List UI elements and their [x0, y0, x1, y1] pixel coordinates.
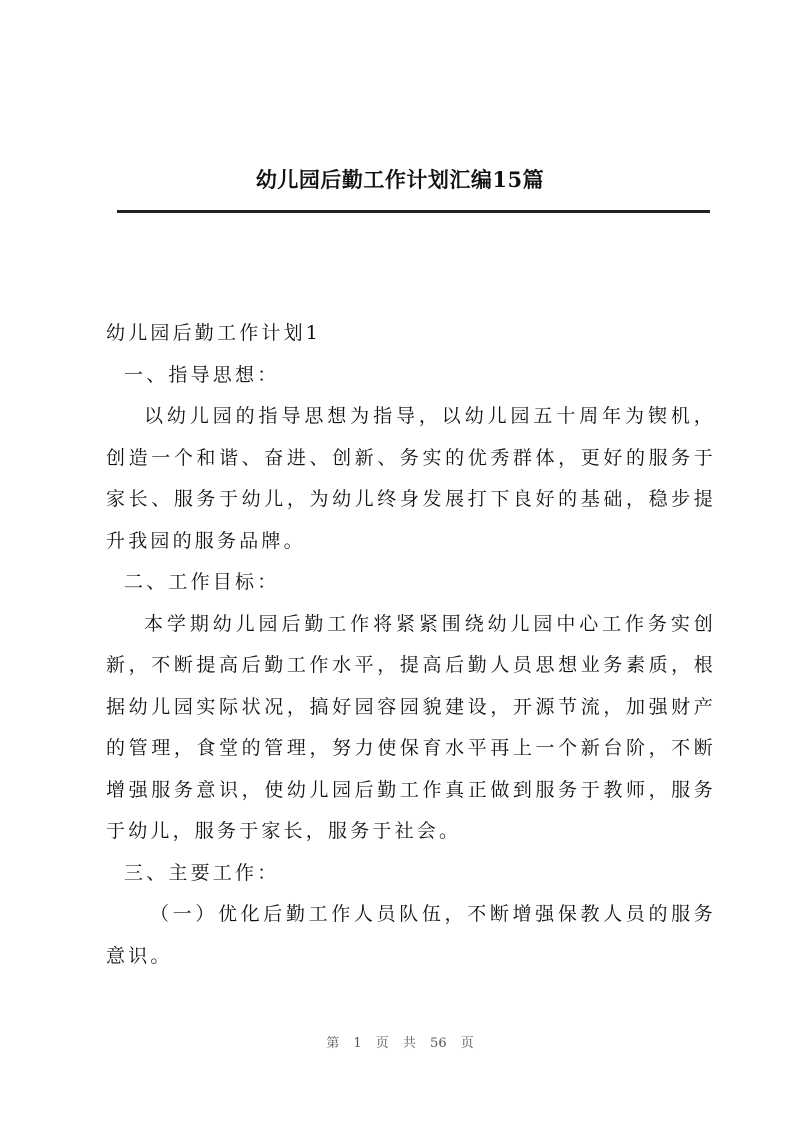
- document-body: [106, 313, 716, 977]
- document-title: 幼儿园后勤工作计划汇编15篇: [255, 167, 545, 192]
- plan-heading: 幼儿园后勤工作计划1: [106, 322, 322, 344]
- paragraph-work-goals: 本学期幼儿园后勤工作将紧紧围绕幼儿园中心工作务实创新，不断提高后勤工作水平，提高后勤人员思想业务素质，根据幼儿园实际状况，搞好园容园貌建设，开源节流，加强财产的管理，食堂的管理，努力使保育水平再上一个新台阶，不断增强服务意识，使幼儿园后勤工作真正做到服务于教师，服务于幼儿，服务于家长，服务于社会。: [106, 612, 716, 842]
- subheading-optimize-staff: （一）优化后勤工作人员队伍，不断增强保教人员的服务意识。: [106, 903, 716, 967]
- section-heading-work-goals: 二、工作目标：: [124, 571, 280, 593]
- section-heading-main-work: 三、主要工作：: [124, 861, 280, 884]
- title-divider: [117, 210, 710, 213]
- section-heading-guiding-ideology: 一、指导思想：: [124, 363, 280, 386]
- paragraph-guiding-ideology: 以幼儿园的指导思想为指导，以幼儿园五十周年为锲机，创造一个和谐、奋进、创新、务实的优秀群体，更好的服务于家长、服务于幼儿，为幼儿终身发展打下良好的基础，稳步提升我园的服务品牌。: [106, 405, 716, 552]
- page-number-footer: 第 1 页 共 56 页: [326, 1036, 474, 1051]
